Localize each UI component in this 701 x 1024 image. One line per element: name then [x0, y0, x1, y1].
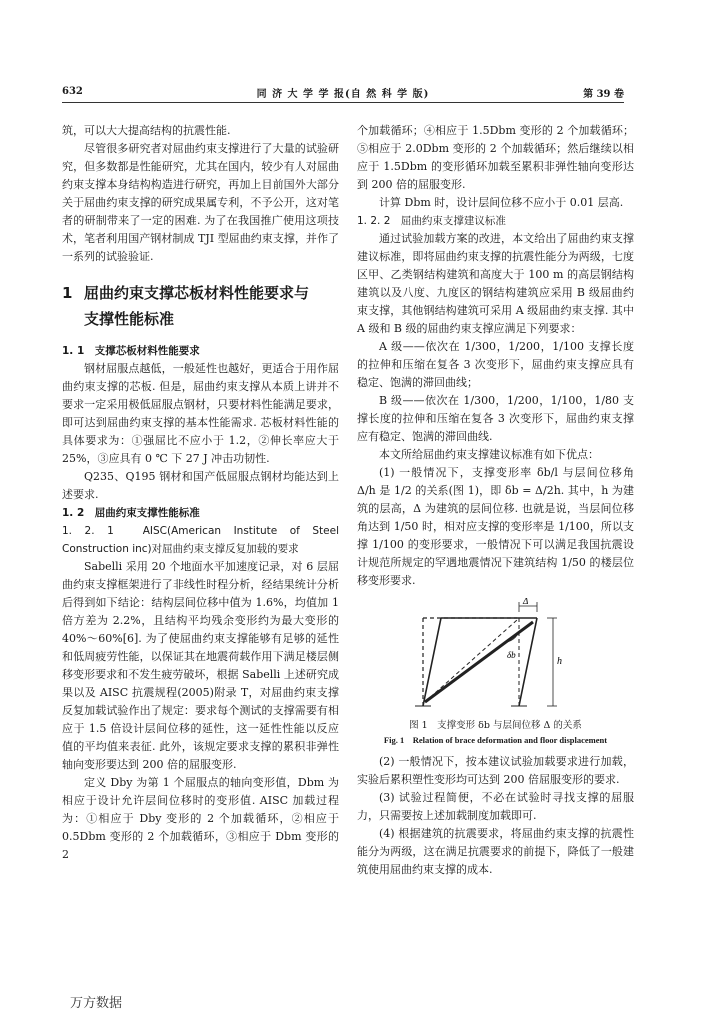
brace	[425, 622, 533, 702]
delta-label: Δ	[523, 598, 529, 606]
paragraph: 定义 Dby 为第 1 个屈服点的轴向变形值，Dbm 为相应于设计允许层间位移时的变形值. AISC 加载过程为：①相应于 Dby 变形的 2 个加载循环，②相应于 0.5Dbm 变形的 2 个加载循环，③相应于 Dbm 变形的 2	[62, 776, 339, 861]
paragraph: (1) 一般情况下，支撑变形率 δb/l 与层间位移角 Δ/h 是 1/2 的关系(图 1)，即 δb = Δ/2h. 其中，h 为建筑的层高，Δ 为建筑的层间位移. 也就是说，当层间位移角达到 1/50 时，相对应支撑的变形率是 1/100，所以支撑 1/100 的变形要求，一般情况下可以满足我国抗震设计规范所规定的罕遇地震情况下建筑结构 1/50 的楼层位移变形要求.	[357, 466, 634, 587]
paragraph: Sabelli 采用 20 个地面水平加速度记录，对 6 层屈曲约束支撑框架进行了非线性时程分析，经结果统计分析后得到如下结论：结构层间位移中值为 1.6%，均值加 1 倍方差为 2.2%，且结构平均残余变形约为最大变形的 40%～60%[6]. 为了使屈曲约束支撑能够有足够的延性和低周疲劳性能，以保证其在地震荷载作用下满足楼层侧移变形要求和不发生疲劳破坏，根据 Sabelli 上述研究成果以及 AISC 抗震规程(2005)附录 T，对屈曲约束支撑反复加载试验作出了规定：要求每个测试的支撑需要有相应于 1.5 倍设计层间位移的延性，这一延性性能以反应值的平均值来表征. 此外，该规定要求支撑的累积非弹性轴向变形要达到 200 倍的屈服变形.	[62, 560, 339, 771]
watermark: 万方数据	[70, 996, 123, 1011]
journal-title: 同 济 大 学 学 报(自 然 科 学 版)	[256, 89, 430, 100]
figure-caption-en: Fig. 1 Relation of brace deformation and floor displacement	[383, 735, 608, 745]
subsection-heading: 1. 2 屈曲约束支撑性能标准	[62, 507, 200, 519]
paragraph: 钢材屈服点越低，一般延性也越好，更适合于用作屈曲约束支撑的芯板. 但是，屈曲约束支撑从本质上讲并不要求一定采用极低屈服点钢材，只要材料性能满足要求，即可达到屈曲约束支撑的基本性能需求. 芯板材料性能的具体要求为：①强屈比不应小于 1.2，②伸长率应大于 25%，③应具有 0 ℃ 下 27 J 冲击功韧性.	[62, 362, 339, 465]
paragraph: A 级——依次在 1/300，1/200，1/100 支撑长度的拉伸和压缩在复各 3 次变形下，屈曲约束支撑应具有稳定、饱满的滞回曲线；	[357, 340, 634, 389]
paragraph: 个加载循环；④相应于 1.5Dbm 变形的 2 个加载循环；⑤相应于 2.0Dbm 变形的 2 个加载循环；然后继续以相应于 1.5Dbm 的变形循环加载至累积非弹性轴向变形达到 200 倍的屈服变形.	[357, 124, 634, 191]
section-title-line2: 支撑性能标准	[84, 310, 175, 328]
figure-caption-cn: 图 1 支撑变形 δb 与层间位移 Δ 的关系	[409, 720, 582, 731]
section-title-line1: 屈曲约束支撑芯板材料性能要求与	[84, 284, 310, 302]
paragraph: 筑，可以大大提高结构的抗震性能.	[62, 124, 231, 137]
figure-1	[357, 598, 634, 718]
paragraph: (2) 一般情况下，按本建议试验加载要求进行加载，实验后累积塑性变形均可达到 200 倍屈服变形的要求.	[357, 755, 634, 786]
paragraph: 计算 Dbm 时，设计层间位移不应小于 0.01 层高.	[379, 196, 624, 209]
paragraph: (3) 试验过程简便，不必在试验时寻找支撑的屈服力，只需要按上述加载制度加载即可.	[357, 791, 634, 822]
frame-diagram	[357, 598, 634, 718]
subsubsection-heading: 1. 2. 2 屈曲约束支撑建议标准	[357, 215, 506, 227]
running-header	[62, 84, 624, 103]
section-heading	[62, 280, 339, 332]
page-number: 632	[62, 86, 83, 97]
section-number: 1	[62, 284, 73, 302]
paragraph: 本文所给屈曲约束支撑建议标准有如下优点：	[379, 448, 599, 461]
left-column	[62, 122, 339, 864]
volume-label: 第 39 卷	[583, 89, 624, 100]
subsubsection-heading: 1. 2. 1 AISC(American Institute of Steel Construction inc)对屈曲约束支撑反复加载的要求	[62, 525, 339, 555]
delta-b-label: δb	[507, 650, 516, 660]
h-label: h	[557, 656, 562, 667]
subsection-heading: 1. 1 支撑芯板材料性能要求	[62, 345, 200, 357]
paragraph: (4) 根据建筑的抗震要求，将屈曲约束支撑的抗震性能分为两级，这在满足抗震要求的前提下，降低了一般建筑使用屈曲约束支撑的成本.	[357, 827, 634, 876]
paragraph: B 级——依次在 1/300，1/200，1/100，1/80 支撑长度的拉伸和压缩在复各 3 次变形下，屈曲约束支撑应有稳定、饱满的滞回曲线.	[357, 394, 634, 443]
paragraph: 尽管很多研究者对屈曲约束支撑进行了大量的试验研究，但多数都是性能研究，尤其在国内，较少有人对屈曲约束支撑本身结构构造进行研究，再加上目前国外大部分关于屈曲约束支撑的研究成果属专利，不予公开，这对笔者的研制带来了一定的困难. 为了在我国推广使用这项技术，笔者利用国产钢材制成 TJI 型屈曲约束支撑，并作了一系列的试验验证.	[62, 142, 339, 263]
right-column	[357, 122, 634, 879]
paragraph: Q235、Q195 钢材和国产低屈服点钢材均能达到上述要求.	[62, 470, 339, 501]
paragraph: 通过试验加载方案的改进，本文给出了屈曲约束支撑建议标准，即将屈曲约束支撑的抗震性能分为两级，七度区甲、乙类钢结构建筑和高度大于 100 m 的高层钢结构建筑以及八度、九度区的钢结构建筑应采用 B 级屈曲约束支撑，其他钢结构建筑可采用 A 级屈曲约束支撑. 其中 A 级和 B 级的屈曲约束支撑应满足下列要求：	[357, 232, 634, 335]
